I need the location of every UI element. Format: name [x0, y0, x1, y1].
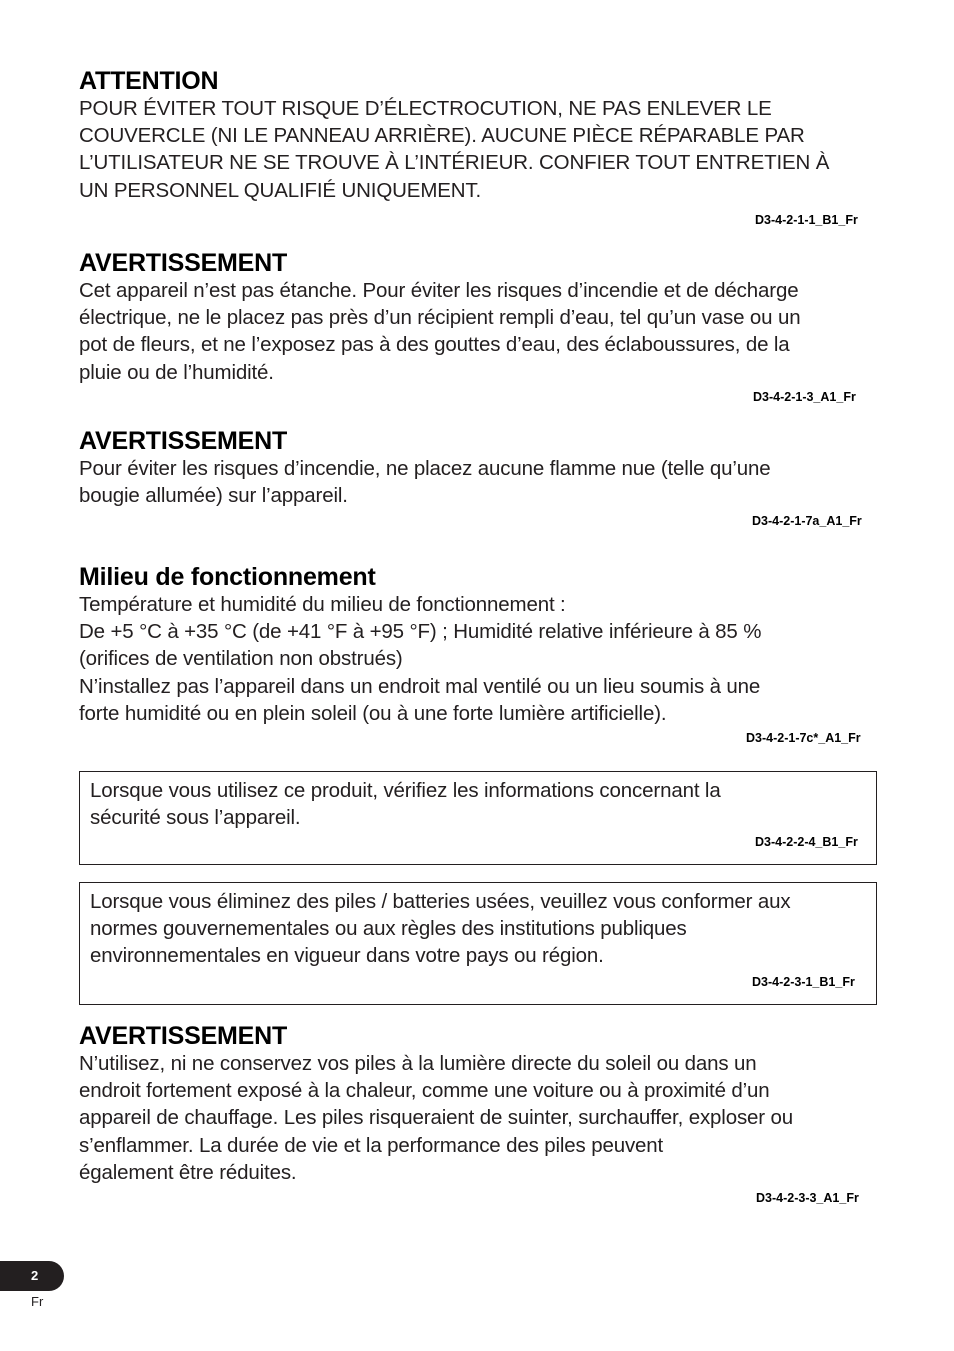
body-line: Pour éviter les risques d’incendie, ne placez aucune flamme nue (telle qu’une: [79, 457, 771, 480]
body-line: Cet appareil n’est pas étanche. Pour éviter les risques d’incendie et de décharge: [79, 279, 799, 302]
body-line: forte humidité ou en plein soleil (ou à une forte lumière artificielle).: [79, 701, 667, 725]
battery-disposal-box: [79, 882, 877, 1005]
body-line: électrique, ne le placez pas près d’un récipient rempli d’eau, tel qu’un vase ou un: [79, 306, 801, 330]
body-line: N’installez pas l’appareil dans un endroit mal ventilé ou un lieu soumis à une: [79, 674, 761, 698]
attention-section: [79, 67, 884, 204]
reference-code: D3-4-2-1-7a_A1_Fr: [752, 514, 862, 528]
body-line: Lorsque vous éliminez des piles / batteries usées, veuillez vous conformer aux: [90, 890, 791, 913]
section-body: [79, 95, 884, 204]
body-line: s’enflammer. La durée de vie et la performance des piles peuvent: [79, 1133, 664, 1157]
box-body: [90, 888, 870, 970]
body-line: endroit fortement exposé à la chaleur, comme une voiture ou à proximité d’un: [79, 1079, 770, 1103]
body-line: COUVERCLE (NI LE PANNEAU ARRIÈRE). AUCUNE PIÈCE RÉPARABLE PAR: [79, 124, 805, 148]
body-line: bougie allumée) sur l’appareil.: [79, 484, 348, 508]
body-line: sécurité sous l’appareil.: [90, 806, 301, 830]
page-number-tab: [0, 1261, 64, 1291]
section-body: [79, 1050, 884, 1186]
reference-code: D3-4-2-3-3_A1_Fr: [756, 1191, 859, 1205]
body-line: N’utilisez, ni ne conservez vos piles à la lumière directe du soleil ou dans un: [79, 1052, 757, 1075]
body-line: (orifices de ventilation non obstrués): [79, 647, 403, 671]
section-body: [79, 277, 884, 386]
warning-battery-section: [79, 1022, 884, 1186]
body-line: Température et humidité du milieu de fonctionnement :: [79, 593, 566, 616]
operating-environment-section: [79, 563, 884, 727]
page-language: Fr: [31, 1294, 44, 1309]
body-line: pluie ou de l’humidité.: [79, 360, 274, 384]
reference-code: D3-4-2-1-1_B1_Fr: [755, 213, 858, 227]
body-line: Lorsque vous utilisez ce produit, vérifiez les informations concernant la: [90, 779, 721, 802]
section-body: [79, 591, 884, 727]
section-heading: AVERTISSEMENT: [79, 1022, 288, 1050]
box-body: [90, 777, 870, 831]
safety-info-box: [79, 771, 877, 865]
reference-code: D3-4-2-1-7c*_A1_Fr: [746, 731, 861, 745]
body-line: POUR ÉVITER TOUT RISQUE D’ÉLECTROCUTION, NE PAS ENLEVER LE: [79, 97, 772, 120]
body-line: environnementales en vigueur dans votre pays ou région.: [90, 944, 604, 968]
section-body: [79, 455, 884, 509]
body-line: également être réduites.: [79, 1160, 297, 1184]
reference-code: D3-4-2-2-4_B1_Fr: [755, 835, 858, 849]
body-line: De +5 °C à +35 °C (de +41 °F à +95 °F) ; Humidité relative inférieure à 85 %: [79, 620, 762, 644]
body-line: normes gouvernementales ou aux règles des institutions publiques: [90, 917, 687, 941]
reference-code: D3-4-2-1-3_A1_Fr: [753, 390, 856, 404]
section-heading: AVERTISSEMENT: [79, 249, 288, 277]
section-heading: ATTENTION: [79, 67, 219, 95]
section-heading: Milieu de fonctionnement: [79, 563, 376, 591]
section-heading: AVERTISSEMENT: [79, 427, 288, 455]
warning-water-section: [79, 249, 884, 386]
body-line: pot de fleurs, et ne l’exposez pas à des gouttes d’eau, des éclaboussures, de la: [79, 333, 790, 357]
page-number: 2: [31, 1268, 39, 1283]
body-line: appareil de chauffage. Les piles risqueraient de suinter, surchauffer, exploser ou: [79, 1106, 794, 1130]
body-line: UN PERSONNEL QUALIFIÉ UNIQUEMENT.: [79, 178, 482, 202]
body-line: L’UTILISATEUR NE SE TROUVE À L’INTÉRIEUR. CONFIER TOUT ENTRETIEN À: [79, 151, 830, 175]
reference-code: D3-4-2-3-1_B1_Fr: [752, 975, 855, 989]
warning-flame-section: [79, 427, 884, 509]
